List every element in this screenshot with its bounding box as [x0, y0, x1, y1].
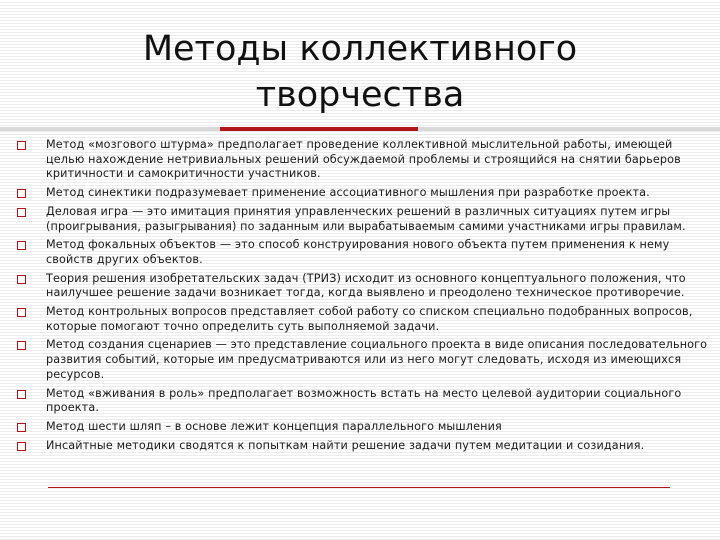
hollow-square-icon: [17, 189, 26, 198]
hollow-square-icon: [17, 241, 26, 250]
bullet-item: [0, 238, 720, 267]
bullet-text: Метод «мозгового штурма» предполагает проведение коллективной мыслительной работы, имеющей целью нахождение нетривиальных решений обсуждаемой проблемы и строящийся на снятии барьеров критичности и самокритичности участников.: [46, 138, 681, 181]
bullet-item: [0, 138, 720, 182]
bullet-item: [0, 186, 720, 201]
title-divider: [0, 127, 720, 131]
bullet-item: [0, 387, 720, 416]
hollow-square-icon: [17, 423, 26, 432]
bullet-item: [0, 305, 720, 334]
bullet-text: Метод фокальных объектов — это способ конструирования нового объекта путем применения к нему свойств других объектов.: [46, 238, 670, 266]
title-divider-accent: [220, 127, 418, 131]
hollow-square-icon: [17, 341, 26, 350]
bullet-item: [0, 420, 720, 435]
slide-title: Методы коллективного творчества: [142, 29, 578, 115]
bullet-text: Метод шести шляп – в основе лежит концепция параллельного мышления: [46, 419, 502, 433]
hollow-square-icon: [17, 442, 26, 451]
bullet-item: [0, 205, 720, 234]
hollow-square-icon: [17, 275, 26, 284]
hollow-square-icon: [17, 390, 26, 399]
bottom-divider: [48, 487, 670, 488]
bullet-text: Метод синектики подразумевает применение ассоциативного мышления при разработке проекта.: [46, 186, 650, 200]
hollow-square-icon: [17, 208, 26, 217]
hollow-square-icon: [17, 141, 26, 150]
bullet-item: [0, 338, 720, 382]
bullet-list: [0, 138, 720, 457]
bullet-text: Метод «вживания в роль» предполагает возможность встать на место целевой аудитории социального проекта.: [46, 386, 682, 415]
bullet-text: Метод создания сценариев — это представление социального проекта в виде описания последовательного развития событий, которые им предусматриваются или из него могут следовать, исходя из имеющихся ресурсов.: [46, 338, 708, 381]
bullet-text: Метод контрольных вопросов представляет собой работу со списком специально подобранных вопросов, которые помогают точно определить суть выполняемой задачи.: [46, 305, 693, 333]
bullet-text: Деловая игра — это имитация принятия управленческих решений в различных ситуациях путем игры (проигрывания, разыгрывания) по заданным или вырабатываемым самими участниками игры правилам.: [46, 204, 686, 233]
bullet-text: Теория решения изобретательских задач (ТРИЗ) исходит из основного концептуального положения, что наилучшее решение задачи возникает тогда, когда выявлено и преодолено техническое противоречие.: [46, 271, 686, 300]
bullet-item: [0, 272, 720, 301]
bullet-text: Инсайтные методики сводятся к попыткам найти решение задачи путем медитации и созидания.: [46, 438, 645, 452]
bullet-item: [0, 439, 720, 454]
hollow-square-icon: [17, 308, 26, 317]
